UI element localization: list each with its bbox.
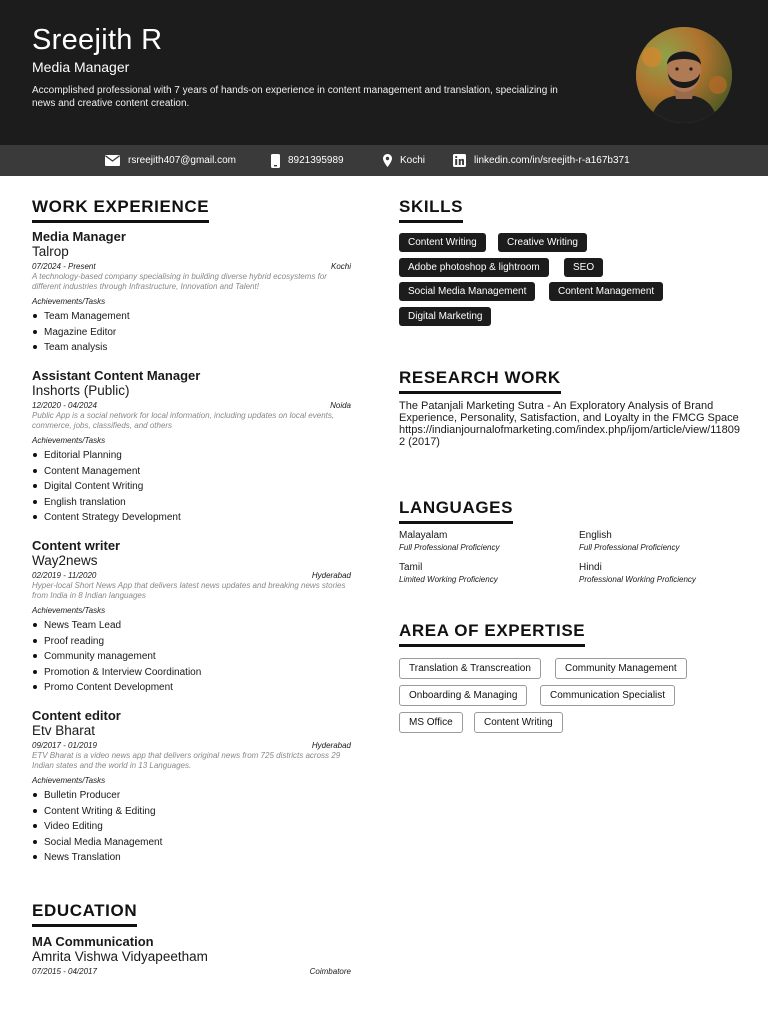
profile-photo bbox=[636, 27, 732, 123]
job-entry bbox=[32, 368, 351, 526]
task-item: Content Writing & Editing bbox=[32, 804, 351, 820]
task-item: News Team Lead bbox=[32, 618, 351, 634]
task-item: Proof reading bbox=[32, 634, 351, 650]
education-entry bbox=[32, 934, 351, 977]
task-item: Magazine Editor bbox=[32, 325, 351, 341]
job-description: ETV Bharat is a video news app that delivers original news from 725 districts across 29 Indian states and the world in 13 Languages. bbox=[32, 751, 341, 770]
job-meta bbox=[32, 261, 351, 272]
research-link[interactable]: https://indianjournalofmarketing.com/index.php/ijom/article/view/118092 (2017) bbox=[399, 424, 740, 448]
contact-phone[interactable] bbox=[271, 145, 344, 176]
language-name: Hindi bbox=[579, 562, 602, 573]
task-item: Community management bbox=[32, 649, 351, 665]
contact-location bbox=[383, 145, 425, 176]
job-dates: 02/2019 - 11/2020 bbox=[32, 571, 97, 580]
task-list bbox=[32, 309, 351, 356]
language-level: Full Professional Proficiency bbox=[579, 543, 680, 552]
research-title: The Patanjali Marketing Sutra - An Exploratory Analysis of Brand Experience, Personality, Satisfaction, and Loyalty in the FMCG Space bbox=[399, 400, 739, 424]
candidate-role: Media Manager bbox=[32, 59, 130, 75]
language-item bbox=[399, 530, 569, 553]
job-company: Way2news bbox=[32, 553, 98, 568]
job-description: Public App is a social network for local information, including updates on local events, commerce, jobs, classifieds, and others bbox=[32, 411, 335, 430]
education-dates: 07/2015 - 04/2017 bbox=[32, 967, 97, 976]
job-meta bbox=[32, 740, 351, 751]
language-name: Malayalam bbox=[399, 530, 448, 541]
candidate-name: Sreejith R bbox=[32, 24, 163, 56]
language-name: Tamil bbox=[399, 562, 423, 573]
skill-tag: Content Management bbox=[549, 282, 663, 301]
education-location: Coimbatore bbox=[309, 967, 351, 976]
linkedin-text: linkedin.com/in/sreejith-r-a167b371 bbox=[474, 155, 630, 166]
work-experience-heading: WORK EXPERIENCE bbox=[32, 197, 209, 223]
expertise-tag: Onboarding & Managing bbox=[399, 685, 527, 706]
job-meta bbox=[32, 570, 351, 581]
task-item: Promotion & Interview Coordination bbox=[32, 665, 351, 681]
achievements-label: Achievements/Tasks bbox=[32, 776, 106, 785]
task-list bbox=[32, 448, 351, 526]
achievements-label: Achievements/Tasks bbox=[32, 297, 106, 306]
task-item: Content Management bbox=[32, 464, 351, 480]
skill-tag: Digital Marketing bbox=[399, 307, 491, 326]
education-heading: EDUCATION bbox=[32, 901, 137, 927]
envelope-icon bbox=[105, 155, 120, 166]
school-name: Amrita Vishwa Vidyapeetham bbox=[32, 949, 208, 964]
job-title: Media Manager bbox=[32, 229, 126, 244]
job-company: Talrop bbox=[32, 244, 69, 259]
phone-icon bbox=[271, 154, 280, 168]
job-description: A technology-based company specialising in building diverse hybrid ecosystems for different industries through Infrastructure, Innovation and Talent! bbox=[32, 272, 327, 291]
language-item bbox=[579, 530, 749, 553]
task-item: Content Strategy Development bbox=[32, 510, 351, 526]
job-title: Content writer bbox=[32, 538, 121, 553]
task-item: Bulletin Producer bbox=[32, 788, 351, 804]
location-text: Kochi bbox=[400, 155, 426, 166]
job-entry bbox=[32, 229, 351, 356]
location-pin-icon bbox=[383, 154, 392, 167]
task-item: Team analysis bbox=[32, 340, 351, 356]
task-item: Editorial Planning bbox=[32, 448, 351, 464]
research-entry bbox=[399, 400, 744, 448]
task-list bbox=[32, 618, 351, 696]
job-company: Inshorts (Public) bbox=[32, 383, 130, 398]
research-heading: RESEARCH WORK bbox=[399, 368, 561, 394]
job-location: Kochi bbox=[330, 262, 351, 271]
job-meta bbox=[32, 400, 351, 411]
job-location: Hyderabad bbox=[311, 571, 351, 580]
expertise-tag: Communication Specialist bbox=[540, 685, 675, 706]
job-dates: 07/2024 - Present bbox=[32, 262, 96, 271]
achievements-label: Achievements/Tasks bbox=[32, 436, 106, 445]
task-item: Social Media Management bbox=[32, 835, 351, 851]
task-list bbox=[32, 788, 351, 866]
job-dates: 09/2017 - 01/2019 bbox=[32, 741, 97, 750]
language-item bbox=[579, 562, 749, 585]
job-entry bbox=[32, 538, 351, 696]
expertise-tag: Content Writing bbox=[474, 712, 563, 733]
job-description: Hyper-local Short News App that delivers latest news updates and breaking news stories from India in 8 Indian languages bbox=[32, 581, 346, 600]
skill-tag: Adobe photoshop & lightroom bbox=[399, 258, 549, 277]
job-title: Assistant Content Manager bbox=[32, 368, 201, 383]
job-company: Etv Bharat bbox=[32, 723, 96, 738]
achievements-label: Achievements/Tasks bbox=[32, 606, 106, 615]
skill-tag: Social Media Management bbox=[399, 282, 535, 301]
job-location: Hyderabad bbox=[311, 741, 351, 750]
skill-tag: Content Writing bbox=[399, 233, 486, 252]
task-item: Team Management bbox=[32, 309, 351, 325]
task-item: Promo Content Development bbox=[32, 680, 351, 696]
job-title: Content editor bbox=[32, 708, 121, 723]
skill-tag: SEO bbox=[564, 258, 603, 277]
expertise-tag: Community Management bbox=[555, 658, 687, 679]
profile-summary: Accomplished professional with 7 years of hands-on experience in content management and translation, specializing in news and creative content creation. bbox=[32, 85, 558, 109]
contact-email[interactable] bbox=[105, 145, 236, 176]
expertise-heading: AREA OF EXPERTISE bbox=[399, 621, 585, 647]
languages-heading: LANGUAGES bbox=[399, 498, 513, 524]
phone-text: 8921395989 bbox=[288, 155, 344, 166]
degree-title: MA Communication bbox=[32, 934, 154, 949]
job-entry bbox=[32, 708, 351, 866]
expertise-tag: MS Office bbox=[399, 712, 463, 733]
task-item: News Translation bbox=[32, 850, 351, 866]
expertise-tag: Translation & Transcreation bbox=[399, 658, 541, 679]
job-location: Noida bbox=[330, 401, 351, 410]
linkedin-icon bbox=[453, 154, 466, 167]
education-meta bbox=[32, 966, 351, 977]
task-item: Video Editing bbox=[32, 819, 351, 835]
task-item: English translation bbox=[32, 495, 351, 511]
skills-heading: SKILLS bbox=[399, 197, 463, 223]
resume-header bbox=[0, 0, 768, 145]
language-level: Full Professional Proficiency bbox=[399, 543, 500, 552]
contact-bar bbox=[0, 145, 768, 176]
language-name: English bbox=[579, 530, 612, 541]
language-item bbox=[399, 562, 569, 585]
email-text: rsreejith407@gmail.com bbox=[128, 155, 236, 166]
job-dates: 12/2020 - 04/2024 bbox=[32, 401, 97, 410]
skill-tag: Creative Writing bbox=[498, 233, 587, 252]
language-level: Professional Working Proficiency bbox=[579, 575, 696, 584]
language-level: Limited Working Proficiency bbox=[399, 575, 498, 584]
task-item: Digital Content Writing bbox=[32, 479, 351, 495]
contact-linkedin[interactable] bbox=[453, 145, 630, 176]
